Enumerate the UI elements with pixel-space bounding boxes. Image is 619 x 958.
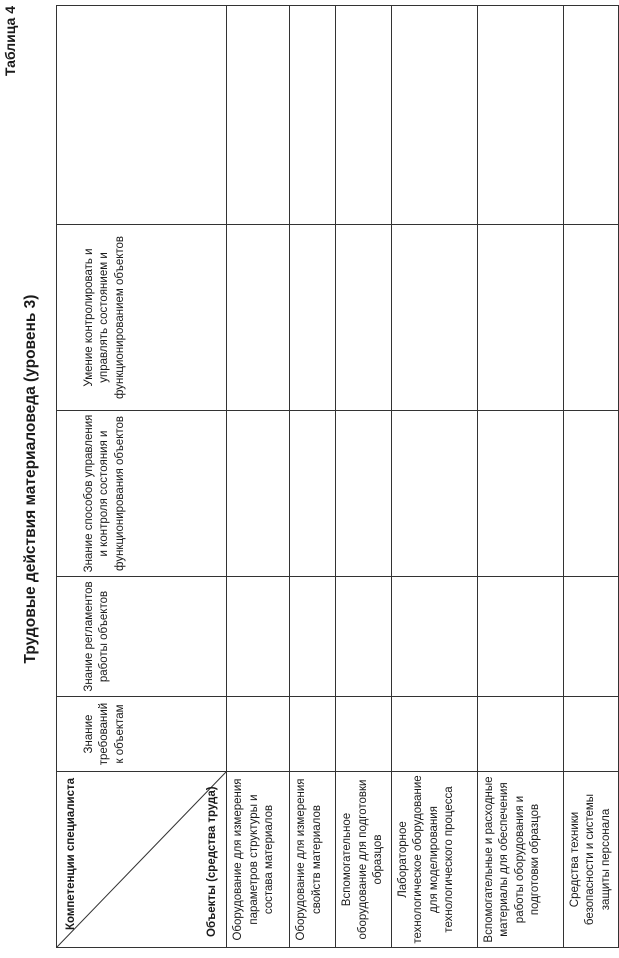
column-header: Знание требований к объектам: [57, 697, 227, 772]
table-cell: [227, 577, 290, 697]
table-cell: [336, 6, 392, 225]
table-cell: [336, 577, 392, 697]
table-row: [290, 6, 336, 948]
table-cell: [391, 577, 477, 697]
table-cell: [391, 225, 477, 411]
table-cell: [227, 6, 290, 225]
table-cell: [563, 6, 619, 225]
column-header: [57, 6, 227, 225]
table-cell: [563, 577, 619, 697]
table-cell: [227, 225, 290, 411]
table-cell: [563, 697, 619, 772]
table-cell: [290, 225, 336, 411]
table-cell: [477, 697, 563, 772]
table-row: [477, 6, 563, 948]
table-cell: [477, 225, 563, 411]
table-cell: [391, 411, 477, 577]
table-cell: [227, 411, 290, 577]
header-row: [57, 6, 227, 948]
table-row: [391, 6, 477, 948]
column-header: Знание способов управления и контроля состояния и функционирования объектов: [57, 411, 227, 577]
diagonal-divider: [57, 772, 226, 947]
table-number-label: Таблица 4: [2, 6, 18, 77]
table-cell: [563, 225, 619, 411]
row-header: Оборудование для измерения параметров структуры и состава материалов: [227, 772, 290, 948]
corner-bottom-label: Объекты (средства труда): [205, 786, 218, 937]
row-header: Лабораторное технологическое оборудование для моделирования технологического процесса: [391, 772, 477, 948]
table-cell: [477, 577, 563, 697]
row-header: Оборудование для измерения свойств материалов: [290, 772, 336, 948]
row-header: Вспомогательное оборудование для подготовки образцов: [336, 772, 392, 948]
table-cell: [290, 577, 336, 697]
table-row: [227, 6, 290, 948]
table-cell: [290, 6, 336, 225]
table-title: Трудовые действия материаловеда (уровень 3): [22, 294, 39, 664]
table-cell: [336, 225, 392, 411]
table-cell: [477, 411, 563, 577]
table-cell: [336, 411, 392, 577]
row-header: Вспомогательные и расходные материалы для обеспечения работы оборудования и подготовки образцов: [477, 772, 563, 948]
table-cell: [563, 411, 619, 577]
table-cell: [290, 697, 336, 772]
row-header: Средства техники безопасности и системы защиты персонала: [563, 772, 619, 948]
corner-top-label: Компетенции специалиста: [65, 778, 77, 931]
table-cell: [391, 6, 477, 225]
table-row: [336, 6, 392, 948]
column-header: Умение контролировать и управлять состоянием и функционированием объектов: [57, 225, 227, 411]
corner-cell: [57, 772, 227, 948]
table-cell: [227, 697, 290, 772]
table-cell: [336, 697, 392, 772]
table-cell: [391, 697, 477, 772]
competence-table: [56, 5, 619, 948]
table-row: [563, 6, 619, 948]
table-cell: [290, 411, 336, 577]
column-header: Знание регламентов работы объектов: [57, 577, 227, 697]
table-cell: [477, 6, 563, 225]
